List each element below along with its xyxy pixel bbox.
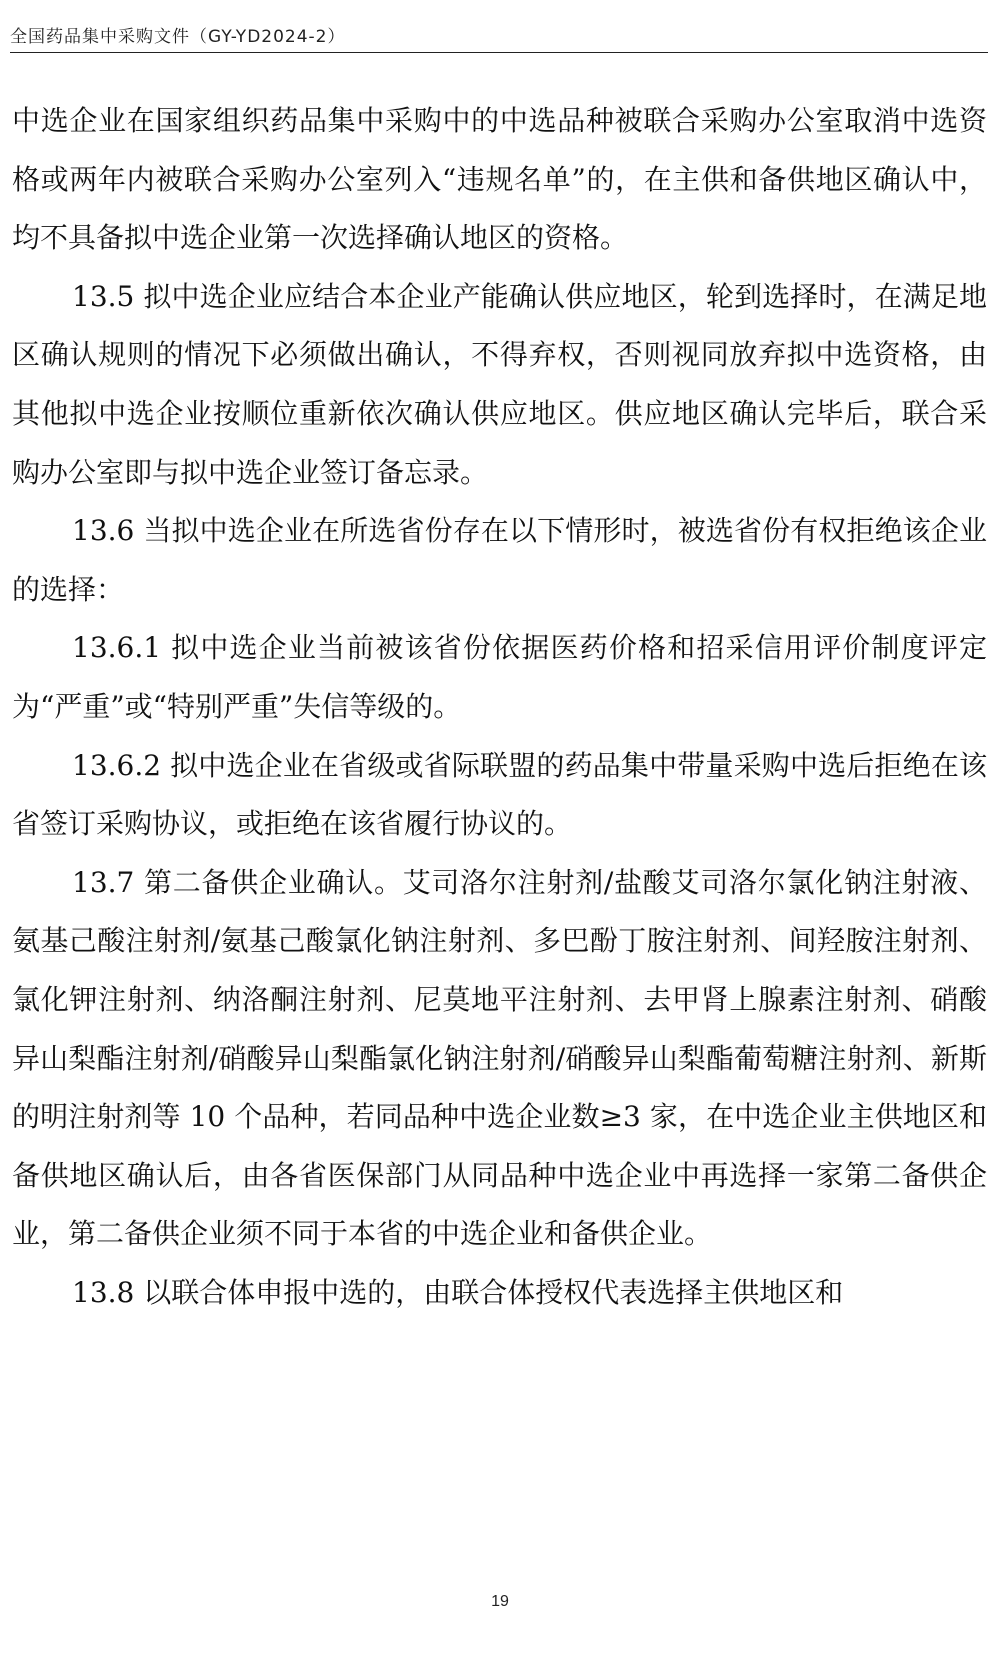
paragraph-continuation: 中选企业在国家组织药品集中采购中的中选品种被联合采购办公室取消中选资格或两年内被联合采购办公室列入“违规名单”的，在主供和备供地区确认中，均不具备拟中选企业第一次选择确认地区的资格。 (12, 104, 987, 255)
page-number: 19 (491, 1593, 509, 1610)
page-header (10, 20, 988, 53)
paragraph-13-8: 13.8 以联合体申报中选的，由联合体授权代表选择主供地区和 (72, 1275, 844, 1309)
paragraph-13-6-1: 13.6.1 拟中选企业当前被该省份依据医药价格和招采信用评价制度评定为“严重”或“特别严重”失信等级的。 (12, 631, 987, 723)
paragraph-13-6: 13.6 当拟中选企业在所选省份存在以下情形时，被选省份有权拒绝该企业的选择： (12, 514, 987, 606)
paragraph-13-5: 13.5 拟中选企业应结合本企业产能确认供应地区，轮到选择时，在满足地区确认规则的情况下必须做出确认，不得弃权，否则视同放弃拟中选资格，由其他拟中选企业按顺位重新依次确认供应地区。供应地区确认完毕后，联合采购办公室即与拟中选企业签订备忘录。 (12, 279, 987, 489)
paragraph-13-6-2: 13.6.2 拟中选企业在省级或省际联盟的药品集中带量采购中选后拒绝在该省签订采购协议，或拒绝在该省履行协议的。 (12, 748, 987, 841)
paragraph-13-7: 13.7 第二备供企业确认。艾司洛尔注射剂/盐酸艾司洛尔氯化钠注射液、氨基己酸注射剂/氨基己酸氯化钠注射剂、多巴酚丁胺注射剂、间羟胺注射剂、氯化钾注射剂、纳洛酮注射剂、尼莫地平注射剂、去甲肾上腺素注射剂、硝酸异山梨酯注射剂/硝酸异山梨酯氯化钠注射剂/硝酸异山梨酯葡萄糖注射剂、新斯的明注射剂等 10 个品种，若同品种中选企业数≥3 家，在中选企业主供地区和备供地区确认后，由各省医保部门从同品种中选企业中再选择一家第二备供企业，第二备供企业须不同于本省的中选企业和备供企业。 (12, 865, 987, 1251)
page-footer (0, 1593, 1000, 1611)
document-body (12, 92, 987, 1322)
header-title: 全国药品集中采购文件（GY-YD2024-2） (10, 27, 346, 47)
